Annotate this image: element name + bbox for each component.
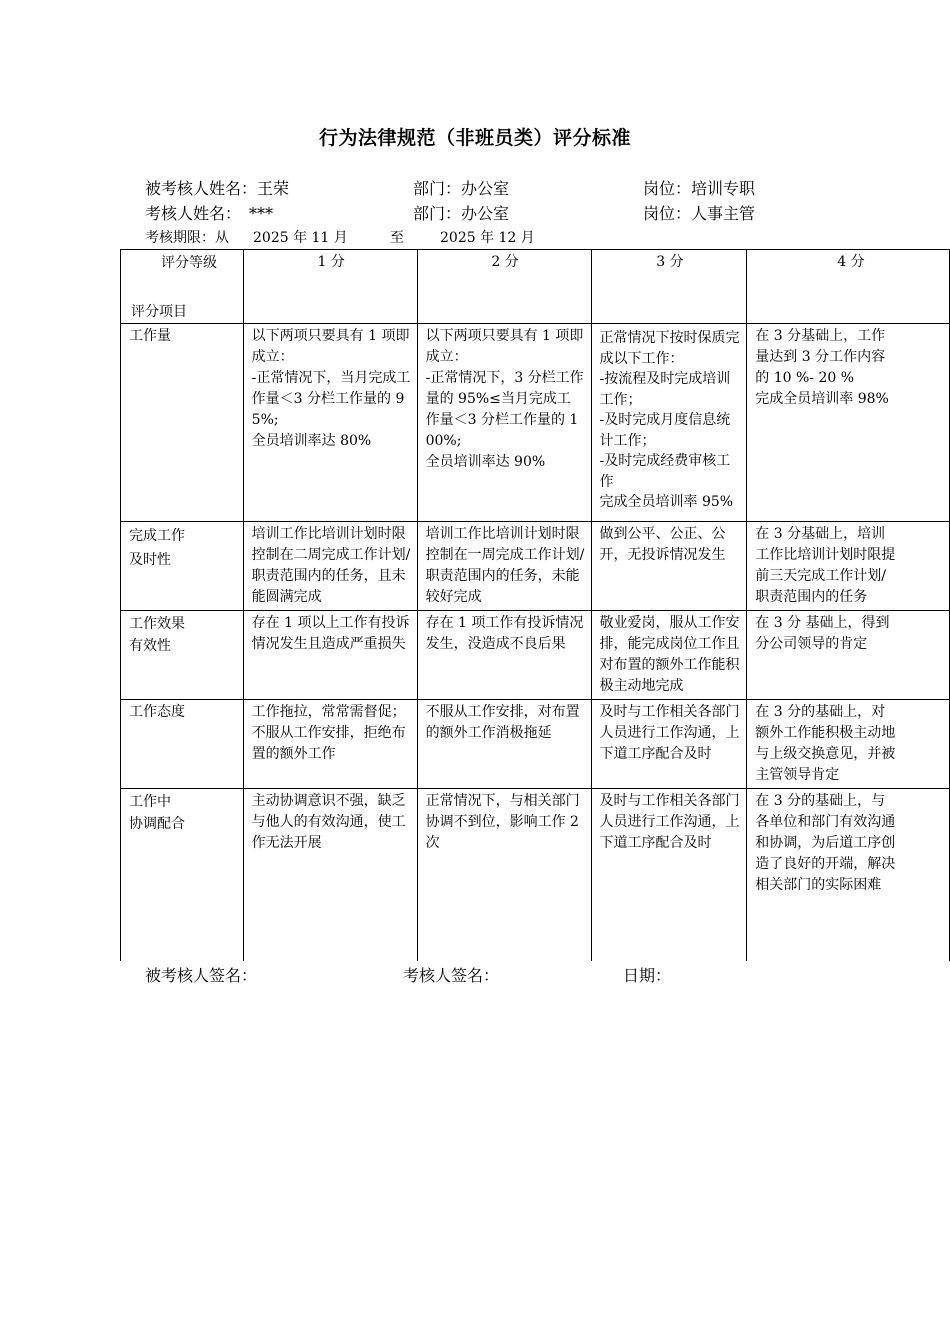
criteria-cell	[417, 789, 591, 962]
criteria-text: 存在 1 项工作有投诉情况发生，没造成不良后果	[425, 615, 584, 652]
assessor-name: 考核人姓名： ***	[145, 204, 274, 223]
criteria-cell	[417, 700, 591, 789]
assessee-signature-label: 被考核人签名：	[145, 966, 258, 985]
criteria-cell	[591, 789, 747, 962]
table-corner-cell	[121, 250, 244, 324]
criteria-cell	[591, 611, 747, 700]
category-coordination: 工作中 协调配合	[121, 789, 244, 962]
period-label: 考核期限：从	[145, 230, 229, 246]
category-timeliness: 完成工作 及时性	[121, 522, 244, 611]
scoring-table-viewport	[120, 249, 950, 961]
table-row	[121, 324, 950, 522]
criteria-cell	[747, 789, 950, 962]
period-start: 2025 年 11 月	[253, 230, 348, 246]
document-title: 行为法律规范（非班员类）评分标准	[318, 127, 631, 149]
criteria-cell	[591, 700, 747, 789]
table-row	[121, 700, 950, 789]
criteria-cell	[243, 789, 417, 962]
item-header-label: 评分项目	[131, 304, 187, 320]
criteria-cell	[591, 522, 747, 611]
date-label: 日期：	[623, 966, 672, 985]
assessor-signature-label: 考核人签名：	[403, 966, 500, 985]
criteria-text: 敬业爱岗，服从工作安排，能完成岗位工作且对布置的额外工作能积极主动地完成	[599, 615, 740, 694]
scoring-table	[120, 249, 950, 961]
criteria-text: 做到公平、公正、公开，无投诉情况发生	[599, 526, 726, 563]
criteria-cell	[243, 611, 417, 700]
table-row	[121, 789, 950, 962]
score-header-3: 3 分	[591, 250, 747, 324]
criteria-cell	[747, 324, 950, 522]
criteria-text: 及时与工作相关各部门人员进行工作沟通，上下道工序配合及时	[599, 793, 740, 851]
criteria-text: 在 3 分的基础上，与各单位和部门有效沟通和协调，为后道工序创造了良好的开端，解决相关部门的实际困难	[755, 793, 896, 893]
grade-header-label: 评分等级	[161, 255, 217, 271]
criteria-text: 在 3 分的基础上，对额外工作能积极主动地与上级交换意见，并被主管领导肯定	[755, 704, 896, 783]
assessee-name: 被考核人姓名：王荣	[145, 179, 290, 198]
criteria-text: 以下两项只要具有 1 项即成立： -正常情况下，3 分栏工作量的 95%≤当月完成工作量＜3 分栏工作量的 100%; 全员培训率达 90%	[425, 328, 584, 470]
criteria-text: 在 3 分基础上，培训工作比培训计划时限提前三天完成工作计划/职责范围内的任务	[755, 526, 896, 605]
criteria-text: 及时与工作相关各部门人员进行工作沟通，上下道工序配合及时	[599, 704, 740, 762]
assessor-department: 部门：办公室	[413, 204, 510, 223]
category-effectiveness: 工作效果 有效性	[121, 611, 244, 700]
score-header-2: 2 分	[417, 250, 591, 324]
table-row	[121, 522, 950, 611]
score-header-1: 1 分	[243, 250, 417, 324]
criteria-cell	[747, 611, 950, 700]
category-workload: 工作量	[121, 324, 244, 522]
assessee-post: 岗位：培训专职	[643, 179, 756, 198]
criteria-text: 培训工作比培训计划时限控制在二周完成工作计划/职责范围内的任务，且未能圆满完成	[251, 526, 411, 605]
criteria-text: 在 3 分基础上，工作量达到 3 分工作内容的 10 %- 20 % 完成全员培训率 98%	[755, 328, 889, 407]
criteria-text: 正常情况下按时保质完成以下工作： -按流程及时完成培训工作； -及时完成月度信息统计工作； -及时完成经费审核工作 完成全员培训率 95%	[599, 330, 740, 510]
criteria-text: 主动协调意识不强，缺乏与他人的有效沟通，使工作无法开展	[251, 793, 406, 851]
score-header-4: 4 分	[747, 250, 950, 324]
criteria-text: 存在 1 项以上工作有投诉情况发生且造成严重损失	[251, 615, 410, 652]
criteria-text: 以下两项只要具有 1 项即成立： -正常情况下，当月完成工作量＜3 分栏工作量的 95%; 全员培训率达 80%	[251, 328, 411, 449]
criteria-cell	[747, 522, 950, 611]
category-attitude: 工作态度	[121, 700, 244, 789]
criteria-cell	[591, 324, 747, 522]
criteria-cell	[243, 700, 417, 789]
assessee-department: 部门：办公室	[413, 179, 510, 198]
table-row	[121, 611, 950, 700]
criteria-cell	[417, 324, 591, 522]
criteria-text: 工作拖拉，常常需督促；不服从工作安排，拒绝布置的额外工作	[251, 704, 406, 762]
criteria-cell	[417, 611, 591, 700]
criteria-cell	[243, 324, 417, 522]
criteria-text: 培训工作比培训计划时限控制在一周完成工作计划/职责范围内的任务，未能较好完成	[425, 526, 585, 605]
criteria-text: 不服从工作安排，对布置的额外工作消极拖延	[425, 704, 580, 741]
period-end: 2025 年 12 月	[440, 230, 535, 246]
criteria-text: 正常情况下，与相关部门协调不到位，影响工作 2 次	[425, 793, 580, 851]
criteria-cell	[747, 700, 950, 789]
period-to: 至	[390, 230, 404, 246]
criteria-cell	[243, 522, 417, 611]
assessor-post: 岗位：人事主管	[643, 204, 756, 223]
criteria-cell	[417, 522, 591, 611]
criteria-text: 在 3 分 基础上，得到分公司领导的肯定	[755, 615, 890, 652]
